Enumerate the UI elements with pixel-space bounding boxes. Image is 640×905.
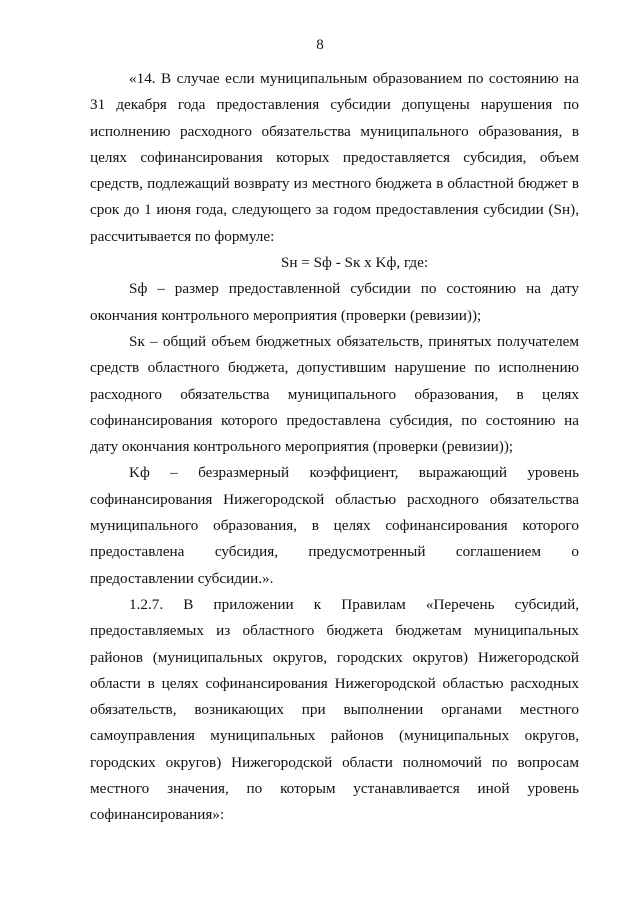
formula: Sн = Sф - Sк x Kф, где: xyxy=(280,254,429,272)
paragraph-clause-14: «14. В случае если муниципальным образованием по состоянию на 31 декабря года предоставления субсидии допущены нарушения по исполнению расходного обязательства муниципального образования, в целях софинансирования которых предоставляется субсидия, объем средств, подлежащий возврату из местного бюджета в областной бюджет в срок до 1 июня года, следующего за годом предоставления субсидии (Sн), рассчитывается по формуле: xyxy=(90,70,579,245)
paragraph-kf-definition: Kф – безразмерный коэффициент, выражающий уровень софинансирования Нижегородской областью расходного обязательства муниципального образования, в целях софинансирования которого предоставлена субсидия, предусмотренный соглашением о предоставлении субсидии.». xyxy=(90,464,579,587)
paragraph-sf-definition: Sф – размер предоставленной субсидии по состоянию на дату окончания контрольного мероприятия (проверки (ревизии)); xyxy=(90,280,579,324)
paragraph-clause-1-2-7: 1.2.7. В приложении к Правилам «Перечень субсидий, предоставляемых из областного бюджета бюджетам муниципальных районов (муниципальных округов, городских округов) Нижегородской области в целях софинансирования Нижегородской областью расходных обязательств, возникающих при выполнении органами местного самоуправления муниципальных районов (муниципальных округов, городских округов) Нижегородской области полномочий по вопросам местного значения, по которым устанавливается иной уровень софинансирования»: xyxy=(90,595,579,824)
paragraph-sk-definition: Sк – общий объем бюджетных обязательств, принятых получателем средств областного бюджета, допустившим нарушение по исполнению расходного обязательства муниципального образования, в целях софинансирования которого предоставлена субсидия, по состоянию на дату окончания контрольного мероприятия (проверки (ревизии)); xyxy=(90,332,579,456)
page-number: 8 xyxy=(316,37,324,53)
document-body xyxy=(90,66,579,829)
